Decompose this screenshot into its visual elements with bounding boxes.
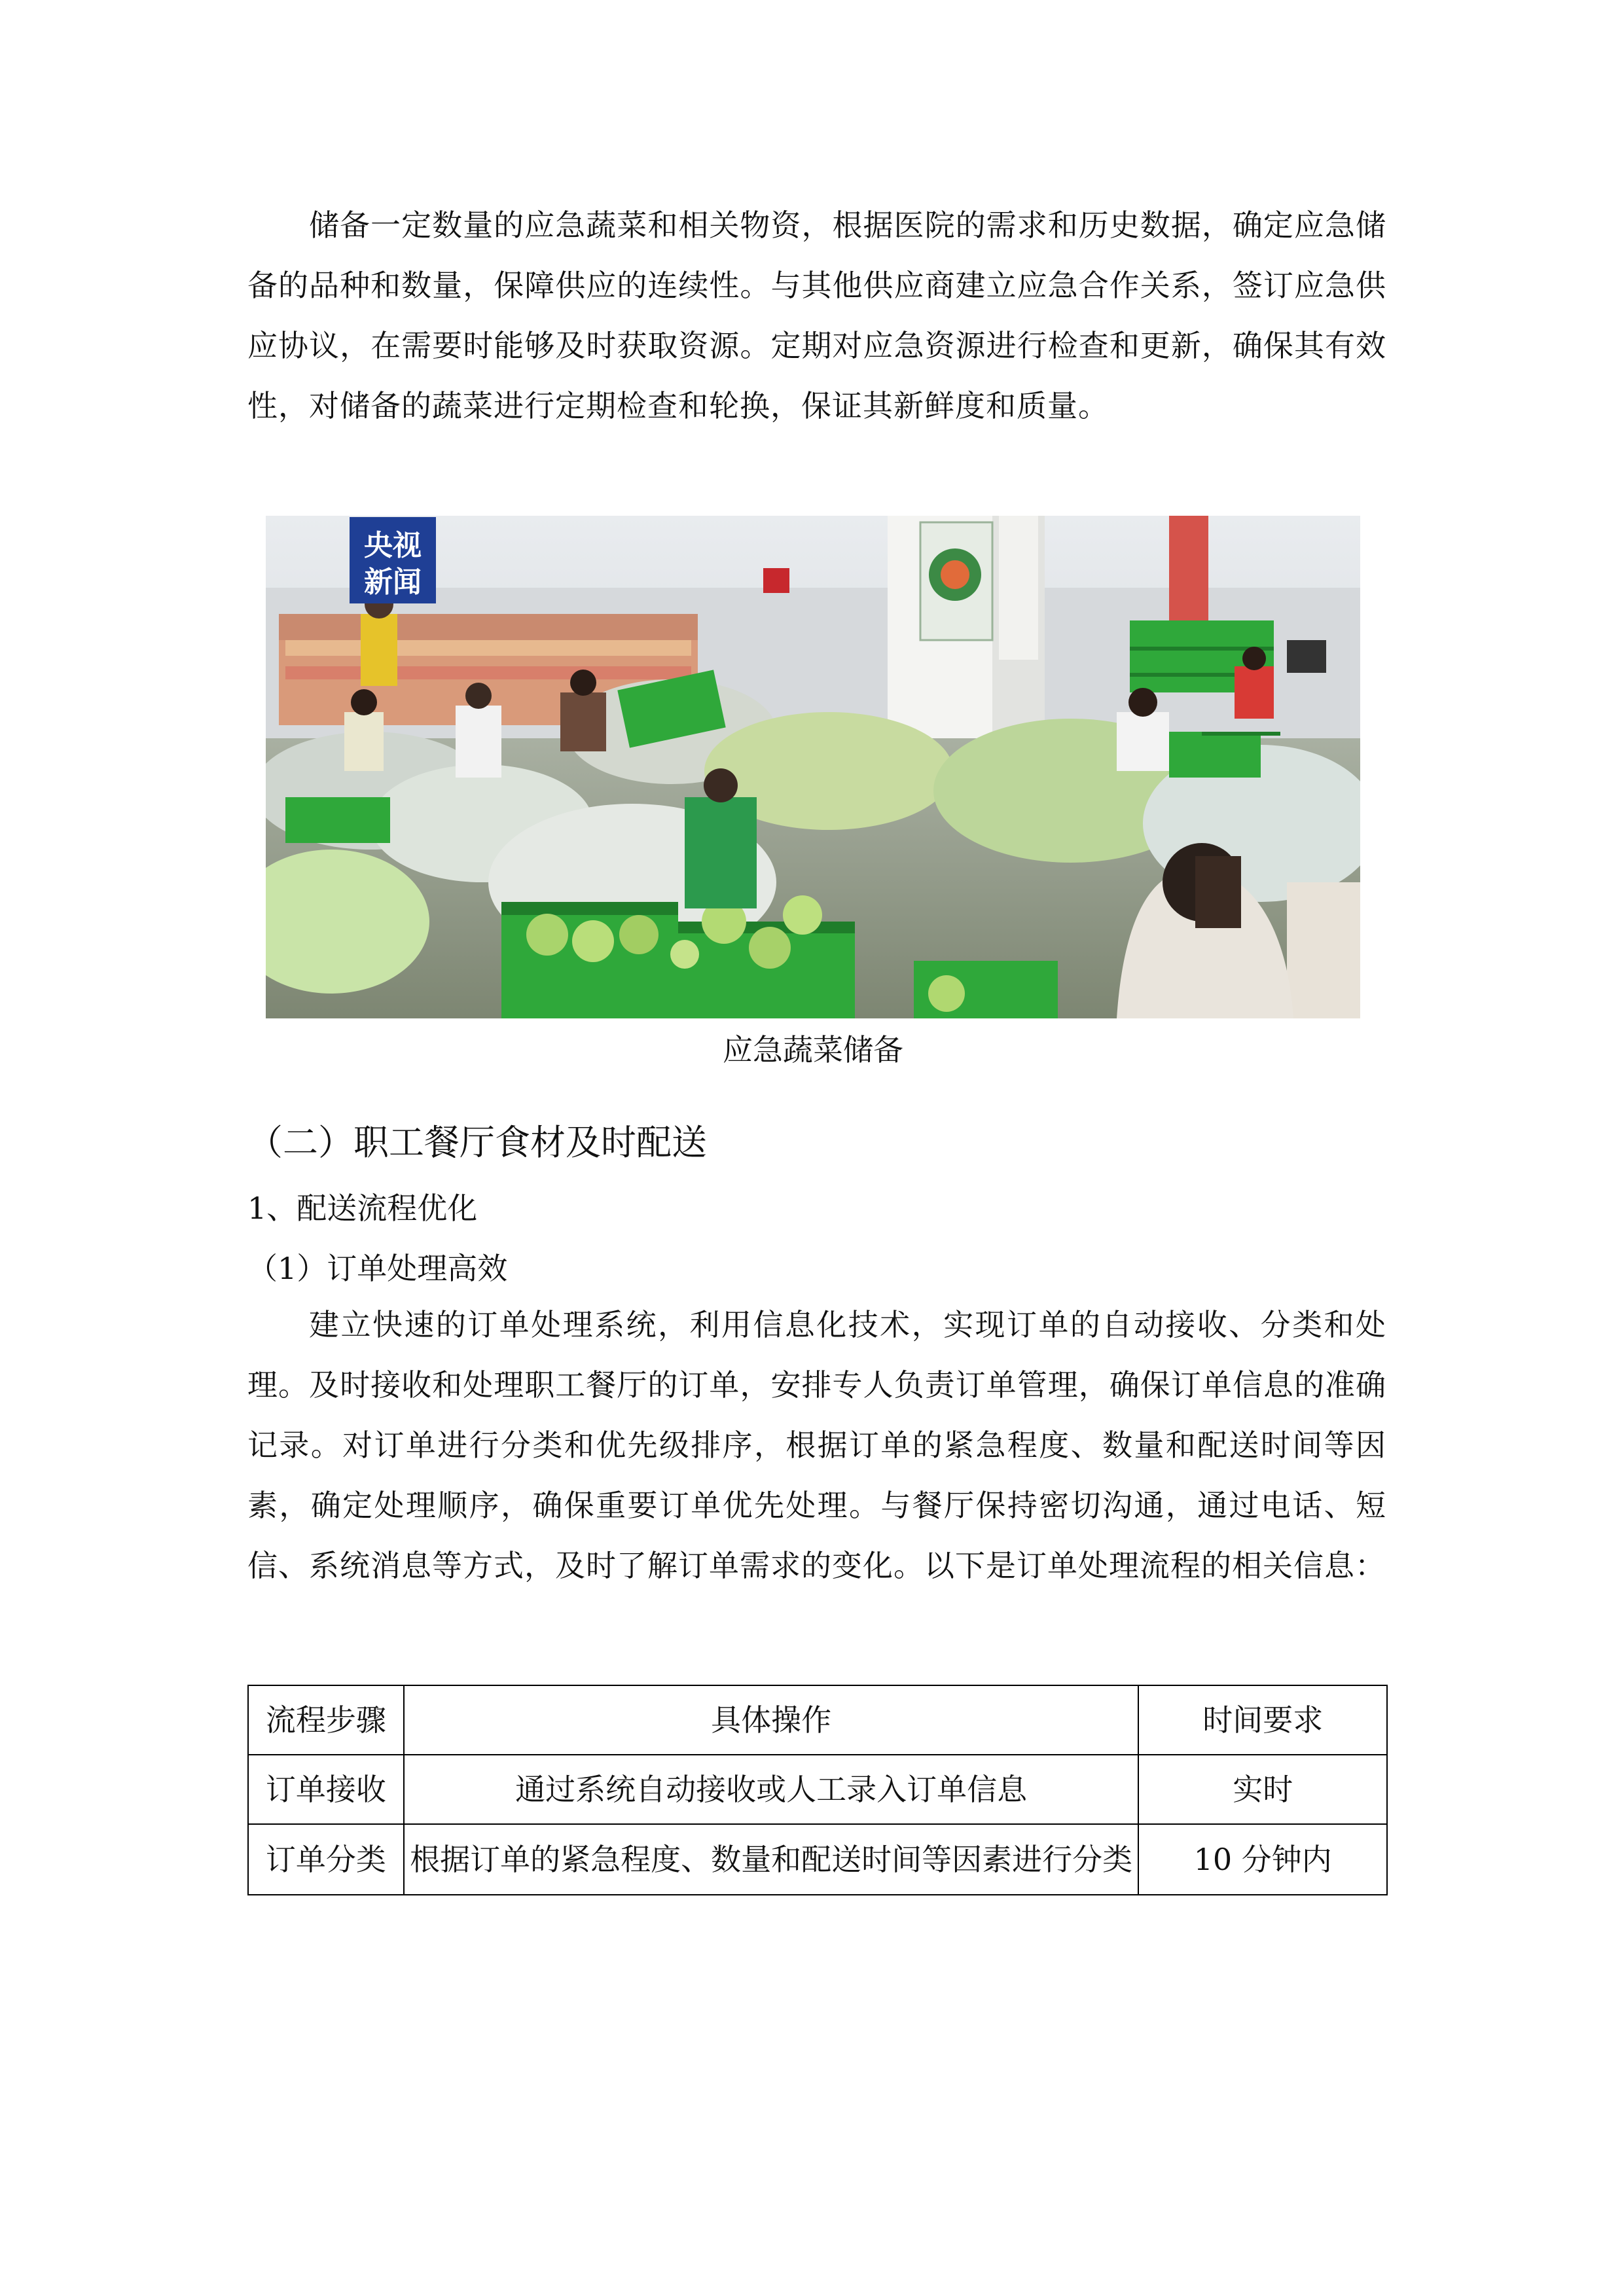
table-row <box>248 1755 1387 1824</box>
table-cell: 订单分类 <box>248 1824 404 1895</box>
order-process-table <box>247 1685 1388 1895</box>
subheading-delivery-process: 1、配送流程优化 <box>247 1191 478 1226</box>
watermark-text: 新闻 <box>364 565 422 599</box>
table-cell: 通过系统自动接收或人工录入订单信息 <box>404 1755 1139 1824</box>
table-header-cell: 时间要求 <box>1138 1685 1387 1755</box>
table-header-cell: 具体操作 <box>404 1685 1139 1755</box>
watermark-text: 央视 <box>364 529 422 562</box>
section-heading: （二）职工餐厅食材及时配送 <box>247 1122 707 1163</box>
table-row <box>248 1824 1387 1895</box>
intro-paragraph: 储备一定数量的应急蔬菜和相关物资，根据医院的需求和历史数据，确定应急储备的品种和数量，保障供应的连续性。与其他供应商建立应急合作关系，签订应急供应协议，在需要时能够及时获取资源。定期对应急资源进行检查和更新，确保其有效性，对储备的蔬菜进行定期检查和轮换，保证其新鲜度和质量。 <box>247 207 1386 423</box>
table-header-row <box>248 1685 1387 1755</box>
figure-caption: 应急蔬菜储备 <box>723 1032 903 1067</box>
table-cell: 10 分钟内 <box>1138 1824 1387 1895</box>
vegetable-storage-photo <box>266 516 1360 1018</box>
table-cell: 实时 <box>1138 1755 1387 1824</box>
table-header-cell: 流程步骤 <box>248 1685 404 1755</box>
body-paragraph: 建立快速的订单处理系统，利用信息化技术，实现订单的自动接收、分类和处理。及时接收和处理职工餐厅的订单，安排专人负责订单管理，确保订单信息的准确记录。对订单进行分类和优先级排序，根据订单的紧急程度、数量和配送时间等因素，确定处理顺序，确保重要订单优先处理。与餐厅保持密切沟通，通过电话、短信、系统消息等方式，及时了解订单需求的变化。以下是订单处理流程的相关信息： <box>247 1307 1386 1583</box>
table-cell: 订单接收 <box>248 1755 404 1824</box>
subheading-order-processing: （1）订单处理高效 <box>247 1251 508 1286</box>
table-cell: 根据订单的紧急程度、数量和配送时间等因素进行分类 <box>404 1824 1139 1895</box>
